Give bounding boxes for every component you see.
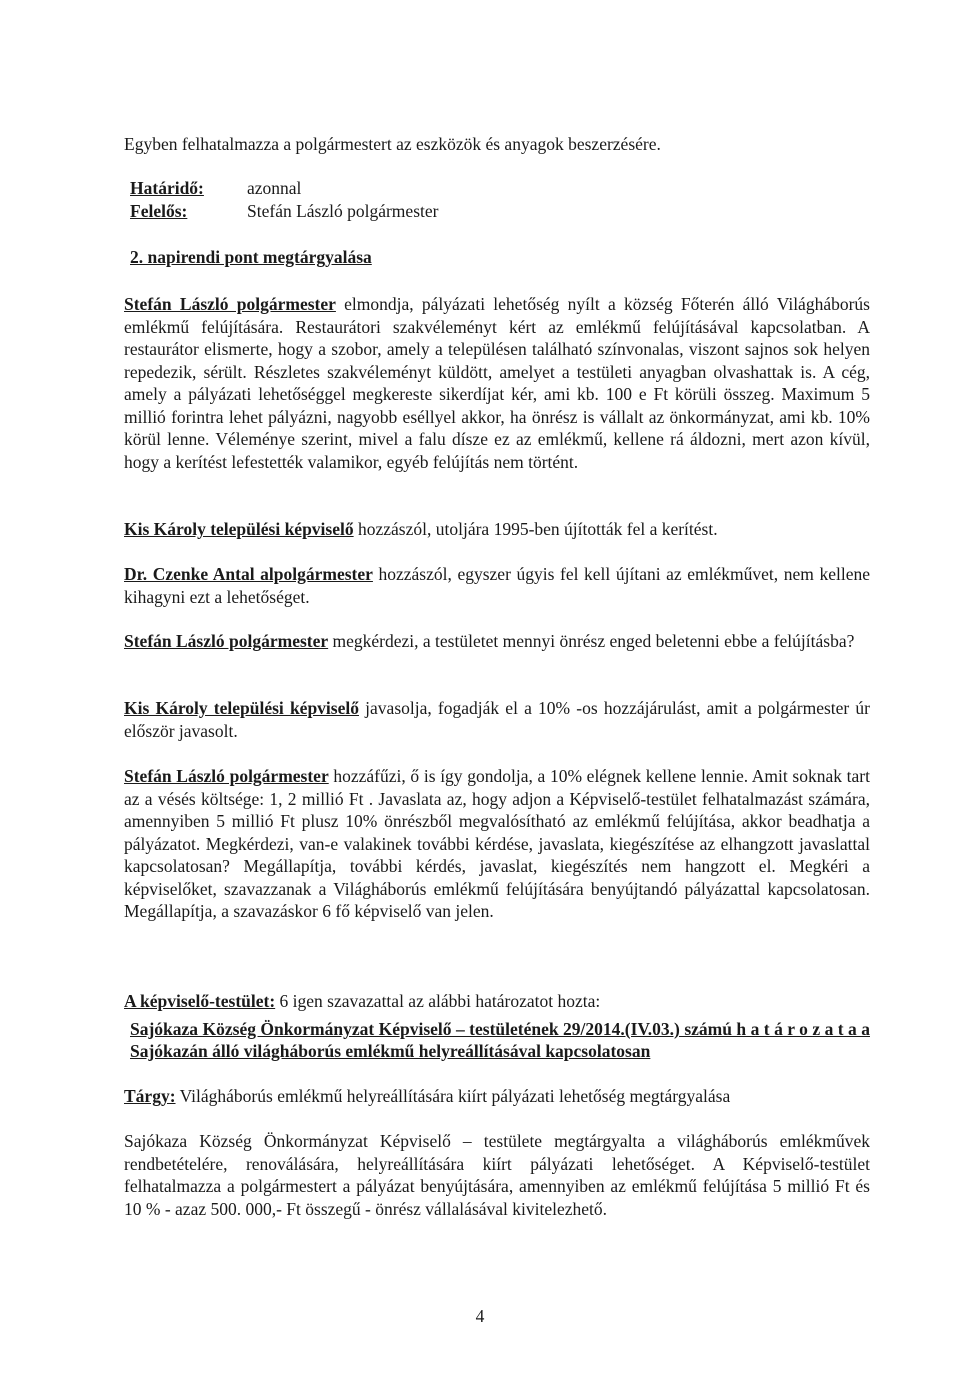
speech-paragraph: [124, 697, 870, 742]
speech-paragraph: [124, 563, 870, 608]
agenda-heading: [130, 246, 876, 269]
responsible-label: Felelős:: [130, 201, 188, 221]
speech-paragraph: [124, 630, 870, 653]
speech-text: hozzászól, egyszer úgyis fel kell újítani az emlékművet, nem kellene kihagyni ezt a lehetőséget.: [124, 564, 870, 607]
subject-paragraph: [124, 1085, 870, 1108]
speaker-name: Stefán László polgármester: [124, 294, 336, 314]
speech-paragraph: [124, 293, 870, 473]
speaker-name: Kis Károly települési képviselő: [124, 698, 359, 718]
speech-paragraph: [124, 765, 870, 923]
speech-text: elmondja, pályázati lehetőség nyílt a község Főterén álló Világháborús emlékmű felújítására. Restaurátori szakvéleményt kért az emlékmű felújításával kapcsolatban. A restaurátor elismerte, hogy a szobor, amely a településen található színvonalas, viszont sajnos sok helyen repedezik, sérült. Részletes szakvéleményt küldött, amelyet a testületi anyagban olvashattak is. A cég, amely a pályázati lehetőséggel megkereste sikerdíjat kér, ami kb. 100 e Ft körüli összeg. Maximum 5 millió forintra lehet pályázni, nagyobb eséllyel akkor, ha önrész is vállalt az önkormányzat, ami kb. 10% körül lenne. Véleménye szerint, mivel a falu dísze ez az emlékmű, kellene rá áldozni, mert azon kívül, hogy a kerítést lefestették valamikor, egyéb felújítás nem történt.: [124, 294, 870, 472]
deadline-label: Határidő:: [130, 178, 204, 198]
speech-text: hozzáfűzi, ő is így gondolja, a 10% elégnek kellene lennie. Amit soknak tart az a vésés költsége: 1, 2 millió Ft . Javaslata az, hogy adjon a Képviselő-testület felhatalmazást számára, amennyiben 5 millió Ft plusz 10% önrészből megvalósítható az emlékmű felújítása, akkor beadhatja a pályázatot. Megkérdezi, van-e valakinek további kérdése, javaslata, kiegészítése az elhangzott javaslattal kapcsolatosan? Megállapítja, további kérdés, javaslat, kiegészítés nem hangzott el. Megkéri a képviselőket, szavazzanak a Világháborús emlékmű felújítására benyújtandó pályázattal kapcsolatosan. Megállapítja, a szavazáskor 6 fő képviselő van jelen.: [124, 766, 870, 921]
vote-paragraph: [124, 990, 870, 1013]
responsible-value: Stefán László polgármester: [247, 201, 439, 221]
speech-paragraph: [124, 518, 870, 541]
intro-paragraph: Egyben felhatalmazza a polgármestert az eszközök és anyagok beszerzésére.: [124, 134, 661, 154]
speaker-name: Kis Károly települési képviselő: [124, 519, 354, 539]
subject-text: Világháborús emlékmű helyreállítására kiírt pályázati lehetőség megtárgyalása: [175, 1086, 731, 1106]
speech-text: hozzászól, utoljára 1995-ben újították fel a kerítést.: [353, 519, 718, 539]
page-number: 4: [475, 1306, 485, 1326]
agenda-heading-text: 2. napirendi pont megtárgyalása: [130, 247, 372, 267]
decision-paragraph: Sajókaza Község Önkormányzat Képviselő – testülete megtárgyalta a világháborús emlékművek rendbetételére, renoválására, helyreállítására kiírt pályázati lehetőséget. A Képviselő-testület felhatalmazza a polgármestert a pályázat benyújtására, amennyiben az emlékmű felújítása 5 millió Ft és 10 % - azaz 500. 000,- Ft összegű - önrész vállalásával kivitelezhető.: [124, 1131, 870, 1219]
body-name: A képviselő-testület:: [124, 991, 276, 1011]
speech-text: javasolja, fogadják el a 10% -os hozzájárulást, amit a polgármester úr először javasolt.: [124, 698, 870, 741]
speaker-name: Dr. Czenke Antal alpolgármester: [124, 564, 373, 584]
resolution-title: Sajókaza Község Önkormányzat Képviselő – testületének 29/2014.(IV.03.) számú h a t á r o z a t a a Sajókazán álló világháborús emlékmű helyreállításával kapcsolatosan: [130, 1019, 870, 1061]
subject-label: Tárgy:: [124, 1086, 176, 1106]
deadline-value: azonnal: [247, 178, 302, 198]
speaker-name: Stefán László polgármester: [124, 766, 329, 786]
speaker-name: Stefán László polgármester: [124, 631, 329, 651]
speech-text: megkérdezi, a testületet mennyi önrész enged beletenni ebbe a felújításba?: [328, 631, 855, 651]
vote-text: 6 igen szavazattal az alábbi határozatot hozta:: [275, 991, 601, 1011]
